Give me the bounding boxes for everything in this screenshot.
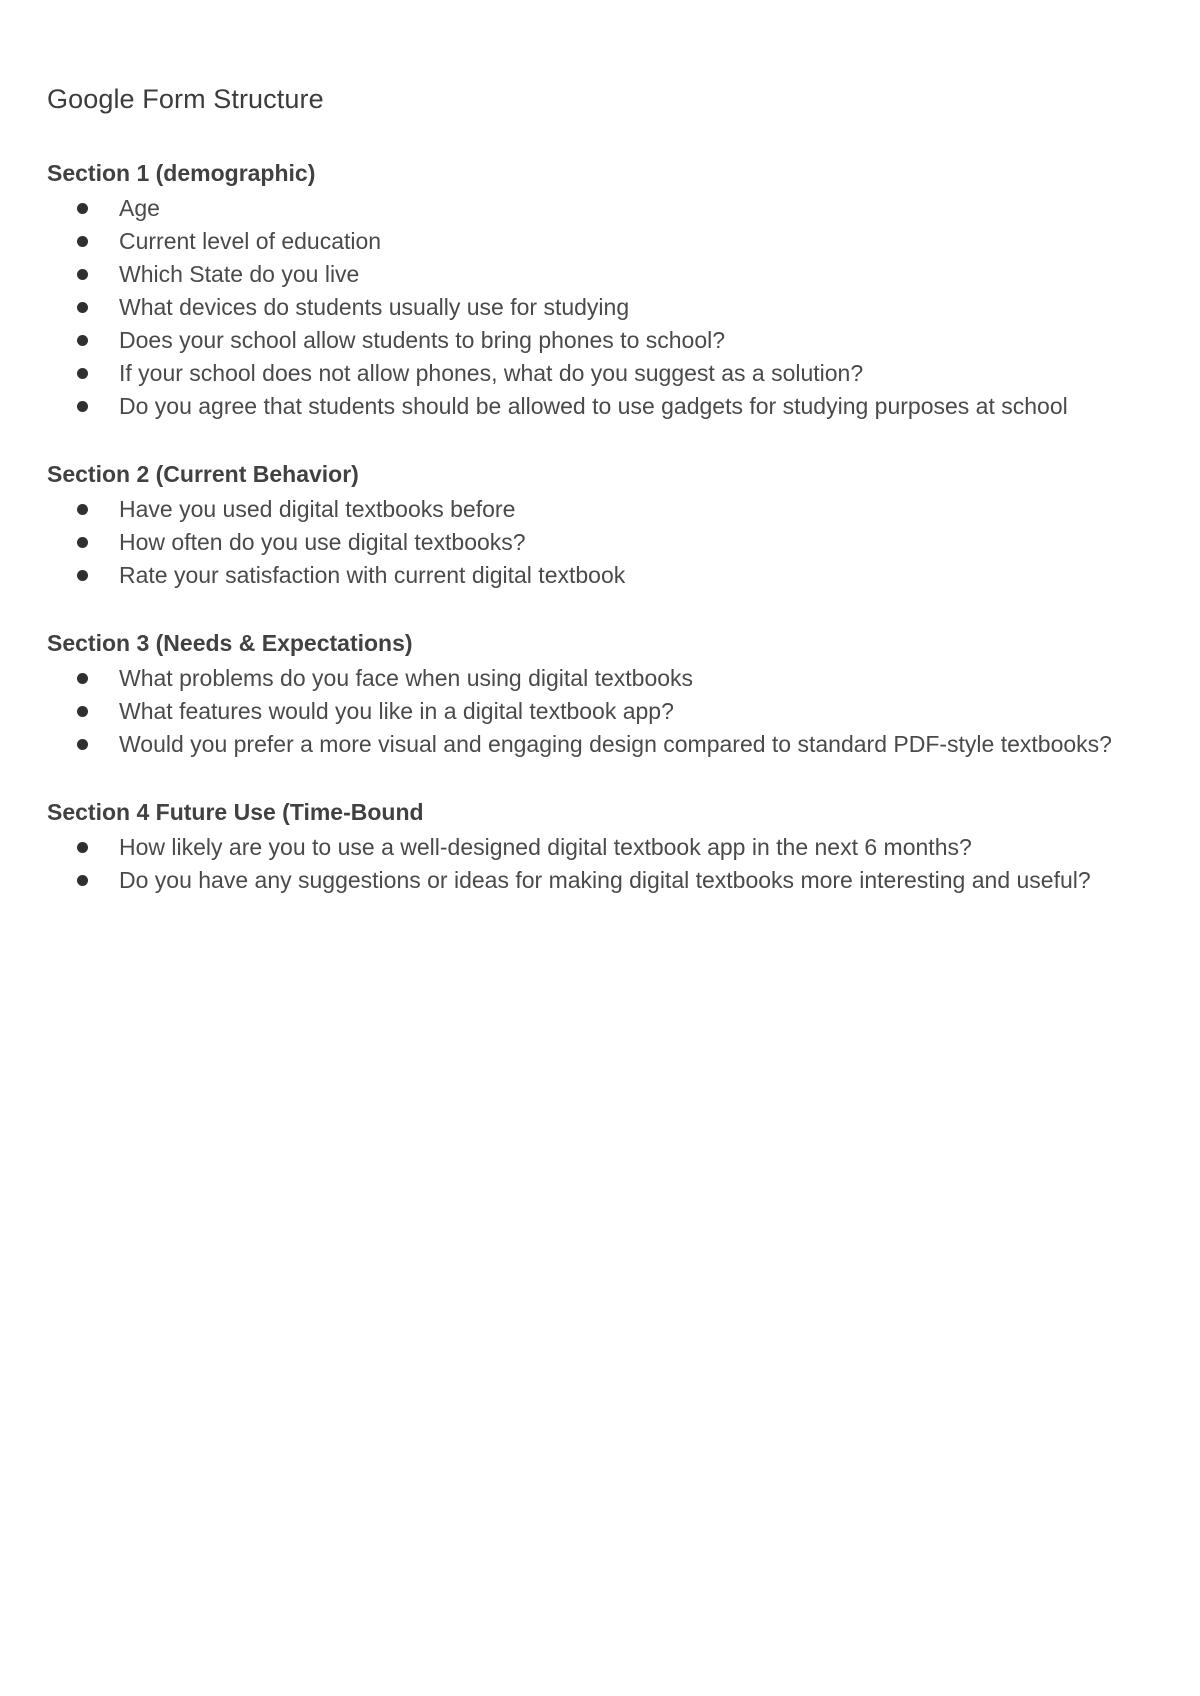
question-text: Current level of education [119, 228, 382, 254]
section-heading: Section 1 (demographic) [47, 160, 316, 186]
section-heading: Section 3 (Needs & Expectations) [47, 630, 413, 656]
list-item [47, 258, 1157, 291]
list-item [47, 728, 1157, 761]
question-list [47, 192, 1157, 423]
question-text: Rate your satisfaction with current digital textbook [119, 562, 626, 588]
question-text: Do you have any suggestions or ideas for making digital textbooks more interesting and useful? [119, 867, 1091, 893]
question-list [47, 831, 1157, 897]
list-item [47, 192, 1157, 225]
list-item [47, 831, 1157, 864]
question-list [47, 662, 1157, 761]
bullet-icon [77, 401, 88, 412]
bullet-icon [77, 504, 88, 515]
question-text: Age [119, 195, 160, 221]
section-heading: Section 2 (Current Behavior) [47, 461, 359, 487]
list-item [47, 695, 1157, 728]
question-text: Does your school allow students to bring phones to school? [119, 327, 726, 353]
section-1 [47, 158, 1157, 423]
question-text: Which State do you live [119, 261, 360, 287]
bullet-icon [77, 706, 88, 717]
list-item [47, 662, 1157, 695]
section-heading: Section 4 Future Use (Time-Bound [47, 799, 424, 825]
bullet-icon [77, 570, 88, 581]
question-text: What devices do students usually use for studying [119, 294, 630, 320]
question-text: What features would you like in a digital textbook app? [119, 698, 674, 724]
bullet-icon [77, 203, 88, 214]
section-4 [47, 797, 1157, 897]
list-item [47, 291, 1157, 324]
list-item [47, 357, 1157, 390]
list-item [47, 225, 1157, 258]
list-item [47, 526, 1157, 559]
question-text: Have you used digital textbooks before [119, 496, 516, 522]
document-page [47, 80, 1157, 933]
question-list [47, 493, 1157, 592]
list-item [47, 864, 1157, 897]
question-text: What problems do you face when using digital textbooks [119, 665, 694, 691]
bullet-icon [77, 875, 88, 886]
question-text: Would you prefer a more visual and engaging design compared to standard PDF-style textbooks? [119, 731, 1112, 757]
document-title: Google Form Structure [47, 84, 324, 114]
question-text: How likely are you to use a well-designed digital textbook app in the next 6 months? [119, 834, 972, 860]
list-item [47, 324, 1157, 357]
bullet-icon [77, 739, 88, 750]
section-3 [47, 628, 1157, 761]
list-item [47, 559, 1157, 592]
bullet-icon [77, 269, 88, 280]
bullet-icon [77, 842, 88, 853]
question-text: Do you agree that students should be allowed to use gadgets for studying purposes at school [119, 393, 1068, 419]
question-text: How often do you use digital textbooks? [119, 529, 526, 555]
list-item [47, 390, 1157, 423]
bullet-icon [77, 335, 88, 346]
bullet-icon [77, 673, 88, 684]
bullet-icon [77, 368, 88, 379]
bullet-icon [77, 236, 88, 247]
question-text: If your school does not allow phones, what do you suggest as a solution? [119, 360, 864, 386]
section-2 [47, 459, 1157, 592]
bullet-icon [77, 302, 88, 313]
list-item [47, 493, 1157, 526]
bullet-icon [77, 537, 88, 548]
